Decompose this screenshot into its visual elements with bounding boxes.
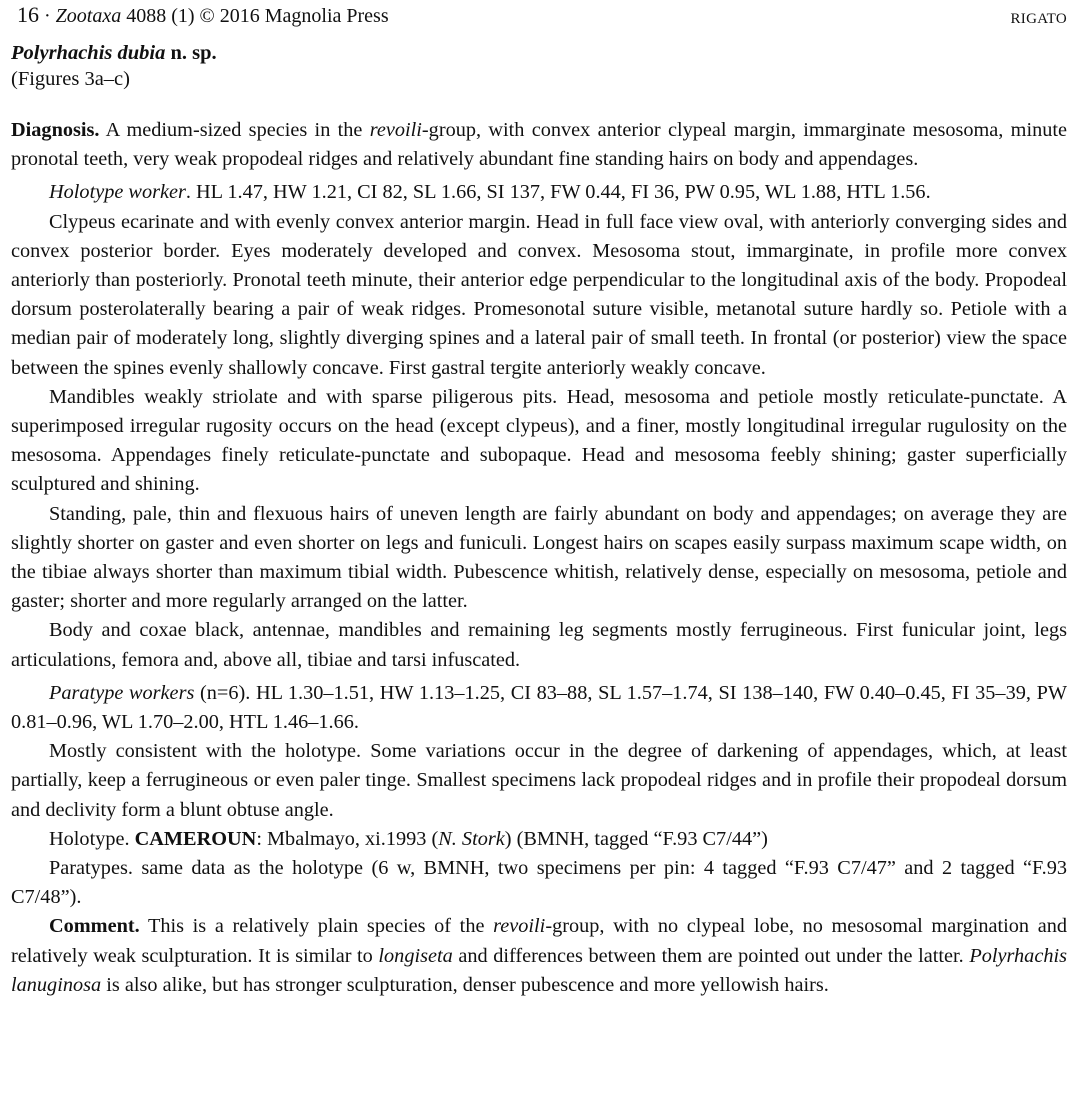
variation-paragraph: Mostly consistent with the holotype. Some variations occur in the degree of darkening of appendages, which, at least partially, keep a ferrugineous or even paler tinge. Smallest specimens lack propodeal ridges and in profile their propodeal dorsum and declivity form a blunt obtuse angle. <box>11 740 1067 821</box>
species-heading <box>11 40 1067 66</box>
comment-label: Comment. <box>49 915 140 938</box>
holotype-country: CAMEROUN <box>134 827 257 850</box>
comment-text-2: -group, with no clypeal lobe, no mesosomal margination and relatively weak sculpturation. It is similar to <box>11 915 1067 967</box>
paratype-label: Paratype workers <box>49 681 195 704</box>
comment-text-4: is also alike, but has stronger sculpturation, denser pubescence and more yellowish hairs. <box>101 973 829 996</box>
figures-reference: (Figures 3a–c) <box>11 68 130 90</box>
holotype-material <box>11 825 1067 854</box>
holotype-repository: ) (BMNH, tagged “F.93 C7/44”) <box>504 827 768 850</box>
species-name: Polyrhachis dubia <box>11 42 166 64</box>
pilosity-paragraph: Standing, pale, thin and flexuous hairs of uneven length are fairly abundant on body and appendages; on average they are slightly shorter on gaster and even shorter on legs and funiculi. Longest hairs on scapes easily surpass maximum scape width, on the tibiae always shorter than maximum tibial width. Pubescence whitish, relatively dense, especially on mesosoma, petiole and gaster; shorter and more regularly arranged on the latter. <box>11 502 1067 613</box>
paratype-measure-values: (n=6). HL 1.30–1.51, HW 1.13–1.25, CI 83–88, SL 1.57–1.74, SI 138–140, FW 0.40–0.45, FI 35–39, PW 0.81–0.96, WL 1.70–2.00, HTL 1.46–1.66. <box>11 681 1068 734</box>
holotype-measurements <box>11 178 1067 207</box>
diagnosis-text-2: -group, with convex anterior clypeal margin, immarginate mesosoma, minute pronotal teeth, very weak propodeal ridges and relatively abundant fine standing hairs on body and appendages. <box>11 119 1068 171</box>
journal-issue: 4088 (1) © 2016 Magnolia Press <box>121 5 389 27</box>
diagnosis-label: Diagnosis. <box>11 119 100 141</box>
comment-species-lanuginosa: Polyrhachis lanuginosa <box>11 944 1067 996</box>
holotype-material-label: Holotype. <box>49 827 135 850</box>
diagnosis-paragraph <box>11 116 1067 174</box>
morphology-paragraph: Clypeus ecarinate and with evenly convex anterior margin. Head in full face view oval, with anteriorly converging sides and convex posterior border. Eyes moderately developed and convex. Mesosoma stout, immarginate, in profile more convex anteriorly than posteriorly. Pronotal teeth minute, their anterior edge perpendicular to the longitudinal axis of the body. Propodeal dorsum posterolaterally bearing a pair of weak ridges. Promesonotal suture visible, metanotal suture hardly so. Petiole with a median pair of moderately long, slightly diverging spines and a lateral pair of small teeth. In frontal (or posterior) view the space between the spines evenly shallowly concave. First gastral tergite anteriorly weakly concave. <box>11 210 1067 379</box>
holotype-locality: : Mbalmayo, xi.1993 ( <box>256 827 439 850</box>
comment-paragraph <box>11 912 1067 1000</box>
holotype-collector: N. Stork <box>438 827 505 850</box>
comment-group-name: revoili <box>493 915 546 938</box>
species-status: n. sp. <box>165 42 217 64</box>
journal-name: Zootaxa <box>55 5 122 27</box>
diagnosis-group-name: revoili <box>369 119 422 141</box>
paratype-measurements <box>11 679 1067 737</box>
running-head <box>11 0 1067 32</box>
comment-species-longiseta: longiseta <box>378 944 453 967</box>
diagnosis-text-1: A medium-sized species in the <box>99 119 370 141</box>
author-name: RIGATO <box>1010 11 1067 27</box>
page-number: 16 <box>17 2 39 27</box>
sculpture-paragraph: Mandibles weakly striolate and with sparse piligerous pits. Head, mesosoma and petiole mostly reticulate-punctate. A superimposed irregular rugosity occurs on the head (except clypeus), and a finer, mostly longitudinal irregular rugulosity on the mesosoma. Appendages finely reticulate-punctate and subopaque. Head and mesosoma feebly shining; gaster superficially sculptured and shining. <box>11 385 1067 496</box>
holotype-measure-values: . HL 1.47, HW 1.21, CI 82, SL 1.66, SI 137, FW 0.44, FI 36, PW 0.95, WL 1.88, HTL 1.56. <box>185 181 931 204</box>
journal-separator: · <box>39 5 56 27</box>
holotype-label: Holotype worker <box>49 181 186 204</box>
page <box>11 0 1067 1000</box>
comment-text-1: This is a relatively plain species of the <box>139 915 494 938</box>
colour-paragraph: Body and coxae black, antennae, mandibles and remaining leg segments mostly ferrugineous. First funicular joint, legs articulations, femora and, above all, tibiae and tarsi infuscated. <box>11 619 1067 671</box>
paratype-material: Paratypes. same data as the holotype (6 w, BMNH, two specimens per pin: 4 tagged “F.93 C7/47” and 2 tagged “F.93 C7/48”). <box>11 857 1067 909</box>
running-head-left <box>17 2 389 28</box>
comment-text-3: and differences between them are pointed out under the latter. <box>452 944 970 967</box>
